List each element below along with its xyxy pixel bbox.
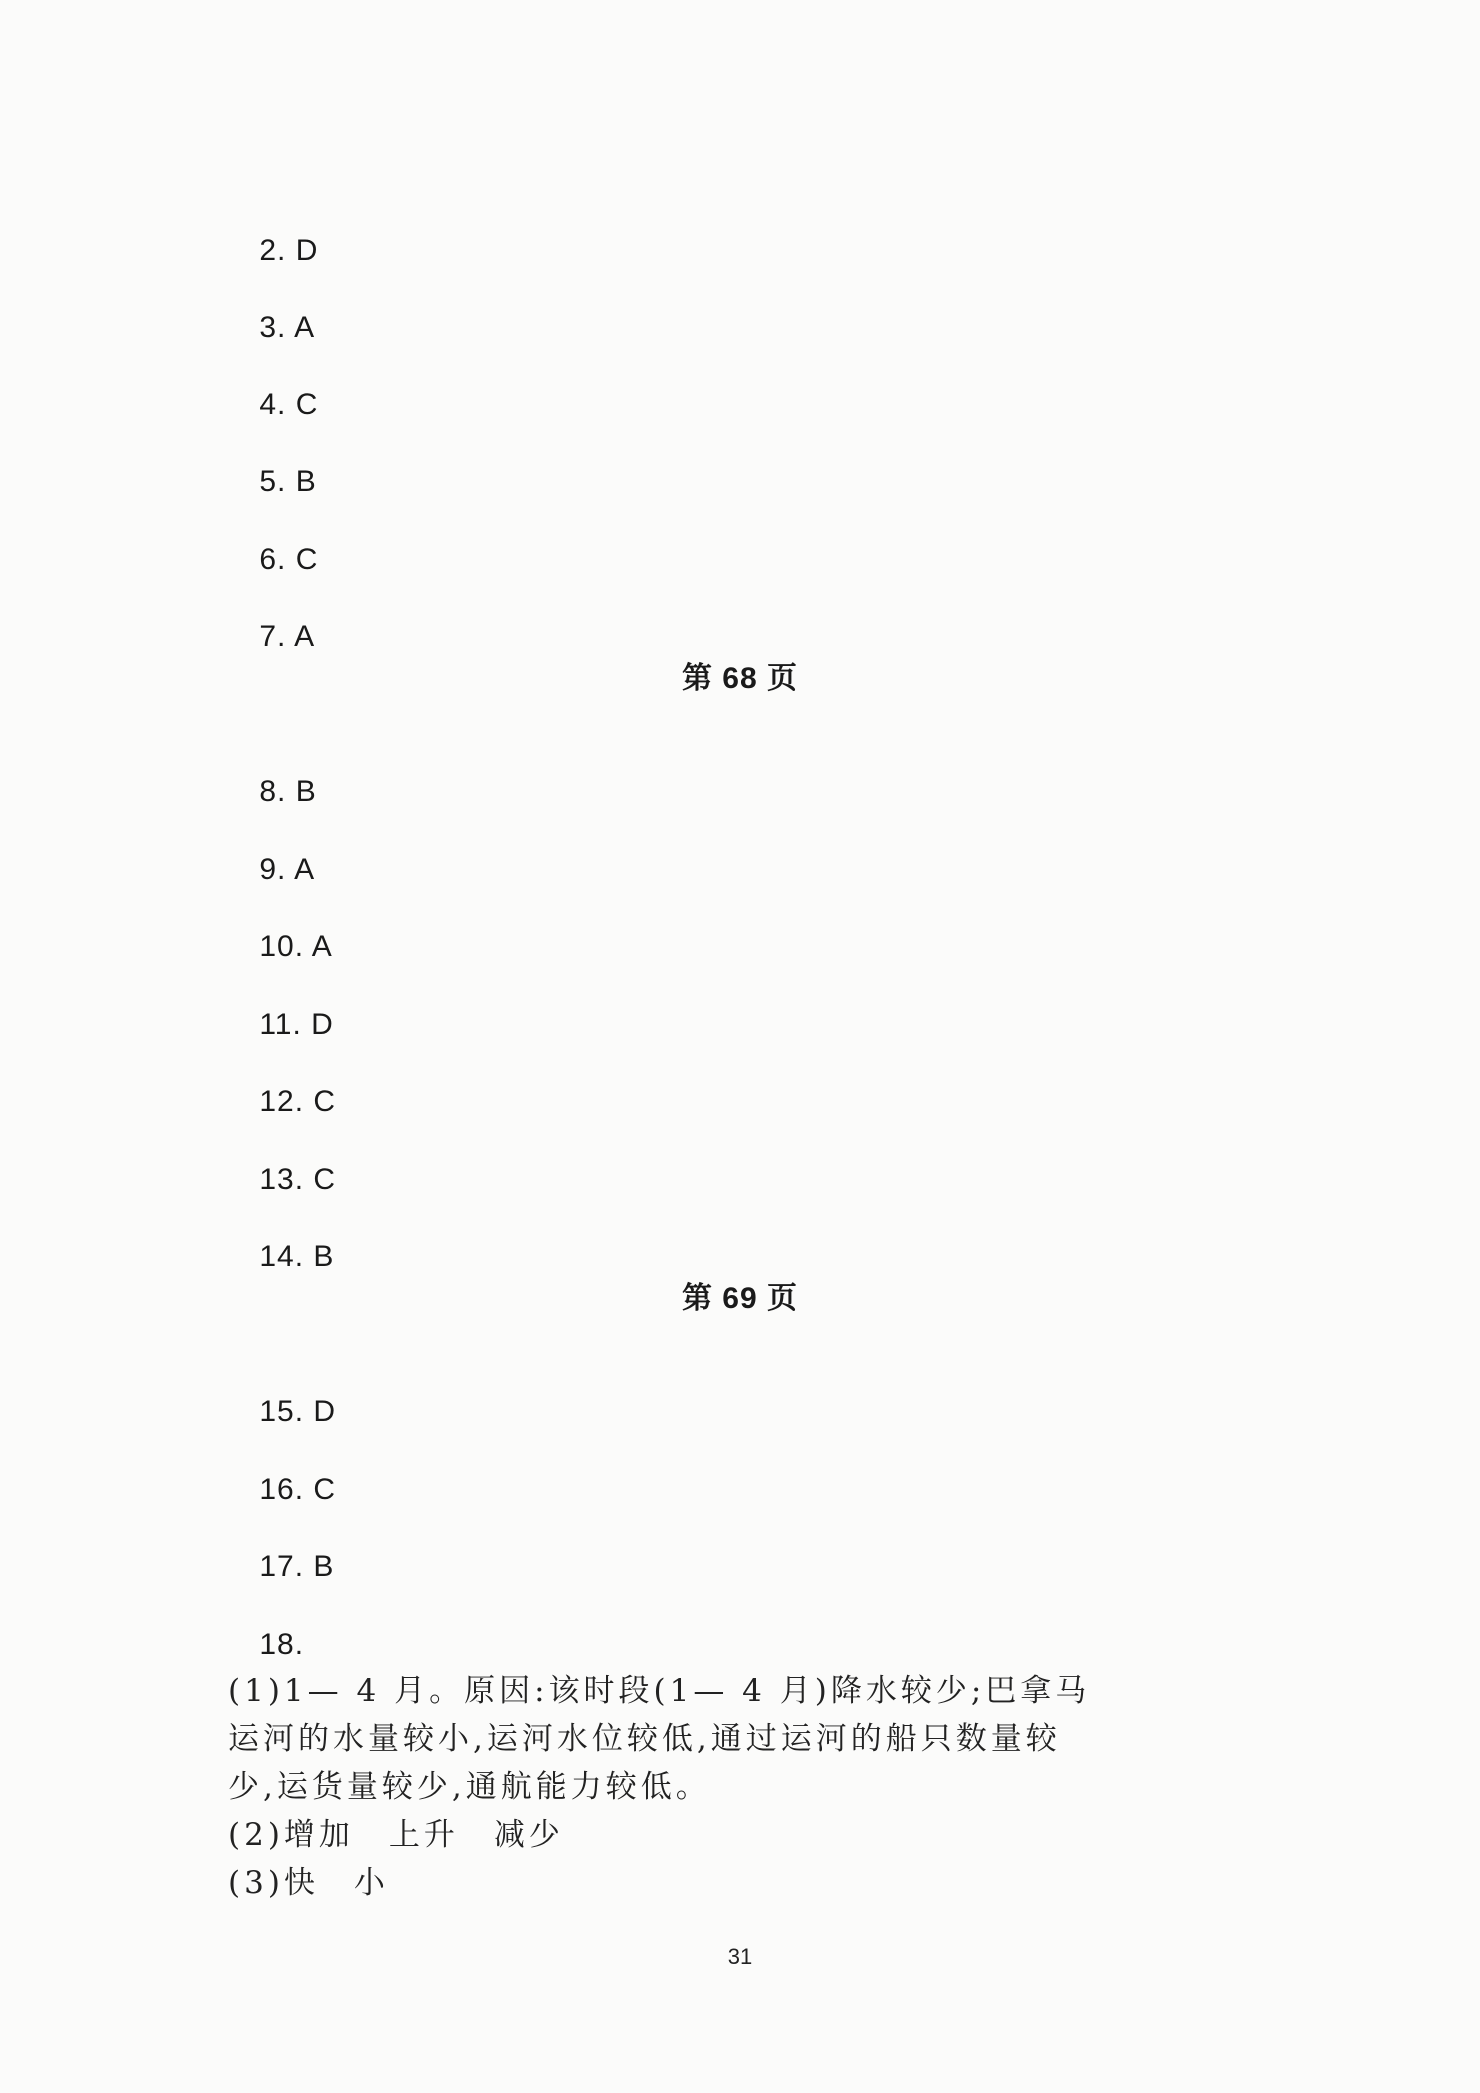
answer-number: 2. xyxy=(259,234,287,267)
section-heading-page-69: 第 69 页 xyxy=(681,1282,799,1315)
q18-part3: (3)快 小 xyxy=(228,1865,389,1901)
q18-part1-line3: 少,运货量较少,通航能力较低。 xyxy=(228,1769,711,1805)
answer-number: 9. xyxy=(259,853,287,886)
q18-part2: (2)增加 上升 减少 xyxy=(228,1817,564,1853)
answer-number: 17. xyxy=(259,1550,305,1583)
answer-number: 14. xyxy=(259,1240,305,1273)
answer-number: 7. xyxy=(259,620,287,653)
question-18-answer xyxy=(228,1667,1108,1907)
answer-number: 6. xyxy=(259,543,287,576)
answer-letter: A xyxy=(294,853,316,886)
answer-letter: A xyxy=(294,620,316,653)
page-number: 31 xyxy=(727,1944,753,1969)
answer-number: 15. xyxy=(259,1395,305,1428)
answer-letter: D xyxy=(311,1008,334,1041)
answer-number: 18. xyxy=(259,1628,305,1661)
answer-letter: B xyxy=(295,775,317,808)
answer-letter: B xyxy=(313,1550,335,1583)
answer-number: 3. xyxy=(259,311,287,344)
answer-number: 4. xyxy=(259,388,287,421)
q18-part1-line2: 运河的水量较小,运河水位较低,通过运河的船只数量较 xyxy=(228,1721,1061,1757)
answer-number: 5. xyxy=(259,465,287,498)
answer-letter: C xyxy=(313,1473,337,1506)
answer-number: 12. xyxy=(259,1085,305,1118)
answer-letter: A xyxy=(311,930,333,963)
answer-number: 13. xyxy=(259,1163,305,1196)
q18-part1-line1: (1)1— 4 月。原因:该时段(1— 4 月)降水较少;巴拿马 xyxy=(228,1673,1091,1709)
answer-letter: B xyxy=(313,1240,335,1273)
answer-letter: C xyxy=(295,388,319,421)
answer-letter: A xyxy=(294,311,316,344)
answer-letter: D xyxy=(313,1395,337,1428)
answer-number: 8. xyxy=(259,775,287,808)
answer-letter: C xyxy=(313,1085,337,1118)
answer-letter: D xyxy=(295,234,319,267)
answer-letter: C xyxy=(313,1163,337,1196)
answer-letter: C xyxy=(295,543,319,576)
answer-number: 16. xyxy=(259,1473,305,1506)
answer-number: 11. xyxy=(259,1008,302,1041)
answer-letter: B xyxy=(295,465,317,498)
answer-number: 10. xyxy=(259,930,305,963)
section-heading-page-68: 第 68 页 xyxy=(681,662,799,695)
